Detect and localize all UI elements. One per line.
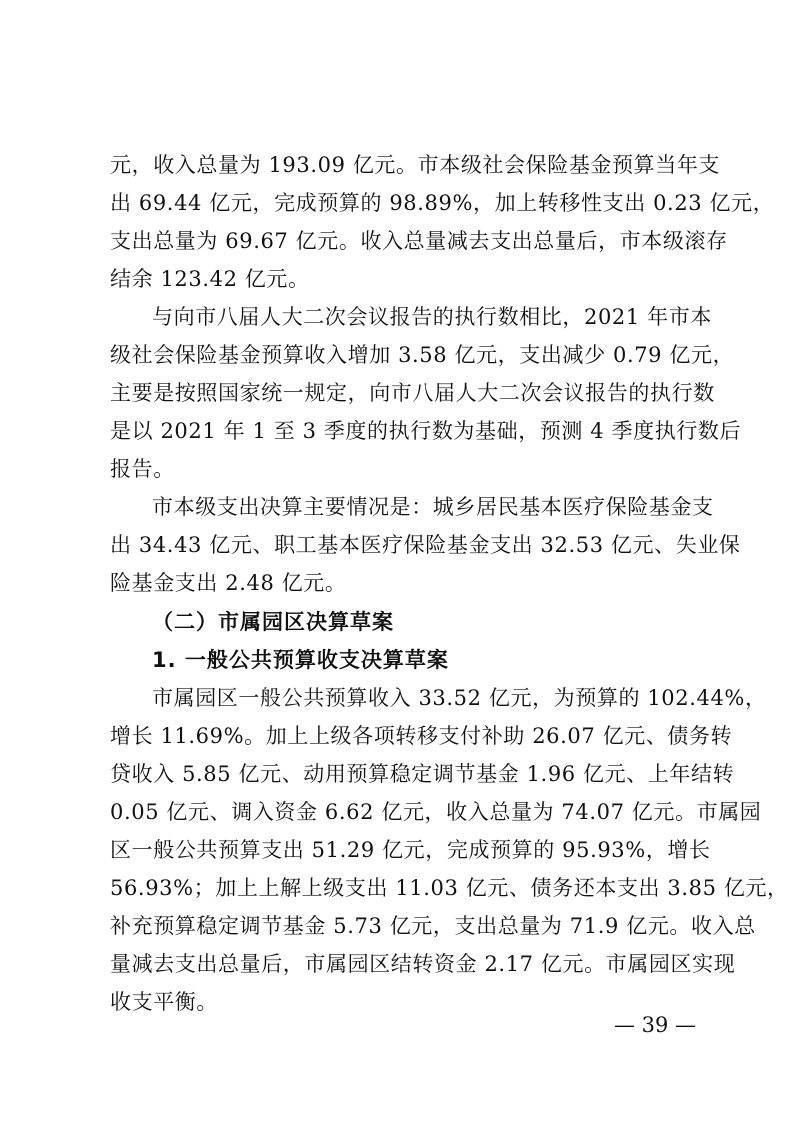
paragraph-line: 报告。 <box>110 457 175 481</box>
paragraph-line: 支出总量为 69.67 亿元。收入总量减去支出总量后，市本级滚存 <box>110 229 728 253</box>
paragraph-line: 56.93%；加上上解上级支出 11.03 亿元、债务还本支出 3.85 亿元， <box>110 876 789 900</box>
paragraph-line: 增长 11.69%。加上上级各项转移支付补助 26.07 亿元、债务转 <box>110 724 733 748</box>
paragraph-line: 出 69.44 亿元，完成预算的 98.89%，加上转移性支出 0.23 亿元， <box>110 191 775 215</box>
paragraph-line: 区一般公共预算支出 51.29 亿元，完成预算的 95.93%，增长 <box>110 838 711 862</box>
page-number: — 39 — <box>614 1013 697 1037</box>
paragraph-line: 元，收入总量为 193.09 亿元。市本级社会保险基金预算当年支 <box>110 153 721 177</box>
paragraph-line: 出 34.43 亿元、职工基本医疗保险基金支出 32.53 亿元、失业保 <box>110 533 741 557</box>
paragraph-line: 市属园区一般公共预算收入 33.52 亿元，为预算的 102.44%， <box>152 686 767 710</box>
paragraph-line: 是以 2021 年 1 至 3 季度的执行数为基础，预测 4 季度执行数后 <box>110 419 742 443</box>
subsection-heading: 1. 一般公共预算收支决算草案 <box>152 648 449 672</box>
paragraph-line: 补充预算稳定调节基金 5.73 亿元，支出总量为 71.9 亿元。收入总 <box>110 914 756 938</box>
paragraph-line: 贷收入 5.85 亿元、动用预算稳定调节基金 1.96 亿元、上年结转 <box>110 762 735 786</box>
section-heading: （二）市属园区决算草案 <box>152 610 394 634</box>
paragraph-line: 量减去支出总量后，市属园区结转资金 2.17 亿元。市属园区实现 <box>110 952 736 976</box>
paragraph-line: 收支平衡。 <box>110 990 218 1014</box>
paragraph-line: 与向市八届人大二次会议报告的执行数相比，2021 年市本 <box>152 305 712 329</box>
paragraph-line: 级社会保险基金预算收入增加 3.58 亿元，支出减少 0.79 亿元， <box>110 343 735 367</box>
paragraph-line: 险基金支出 2.48 亿元。 <box>110 571 347 595</box>
paragraph-line: 0.05 亿元、调入资金 6.62 亿元，收入总量为 74.07 亿元。市属园 <box>110 800 762 824</box>
paragraph-line: 市本级支出决算主要情况是：城乡居民基本医疗保险基金支 <box>152 495 714 519</box>
paragraph-line: 主要是按照国家统一规定，向市八届人大二次会议报告的执行数 <box>110 381 715 405</box>
paragraph-line: 结余 123.42 亿元。 <box>110 267 310 291</box>
